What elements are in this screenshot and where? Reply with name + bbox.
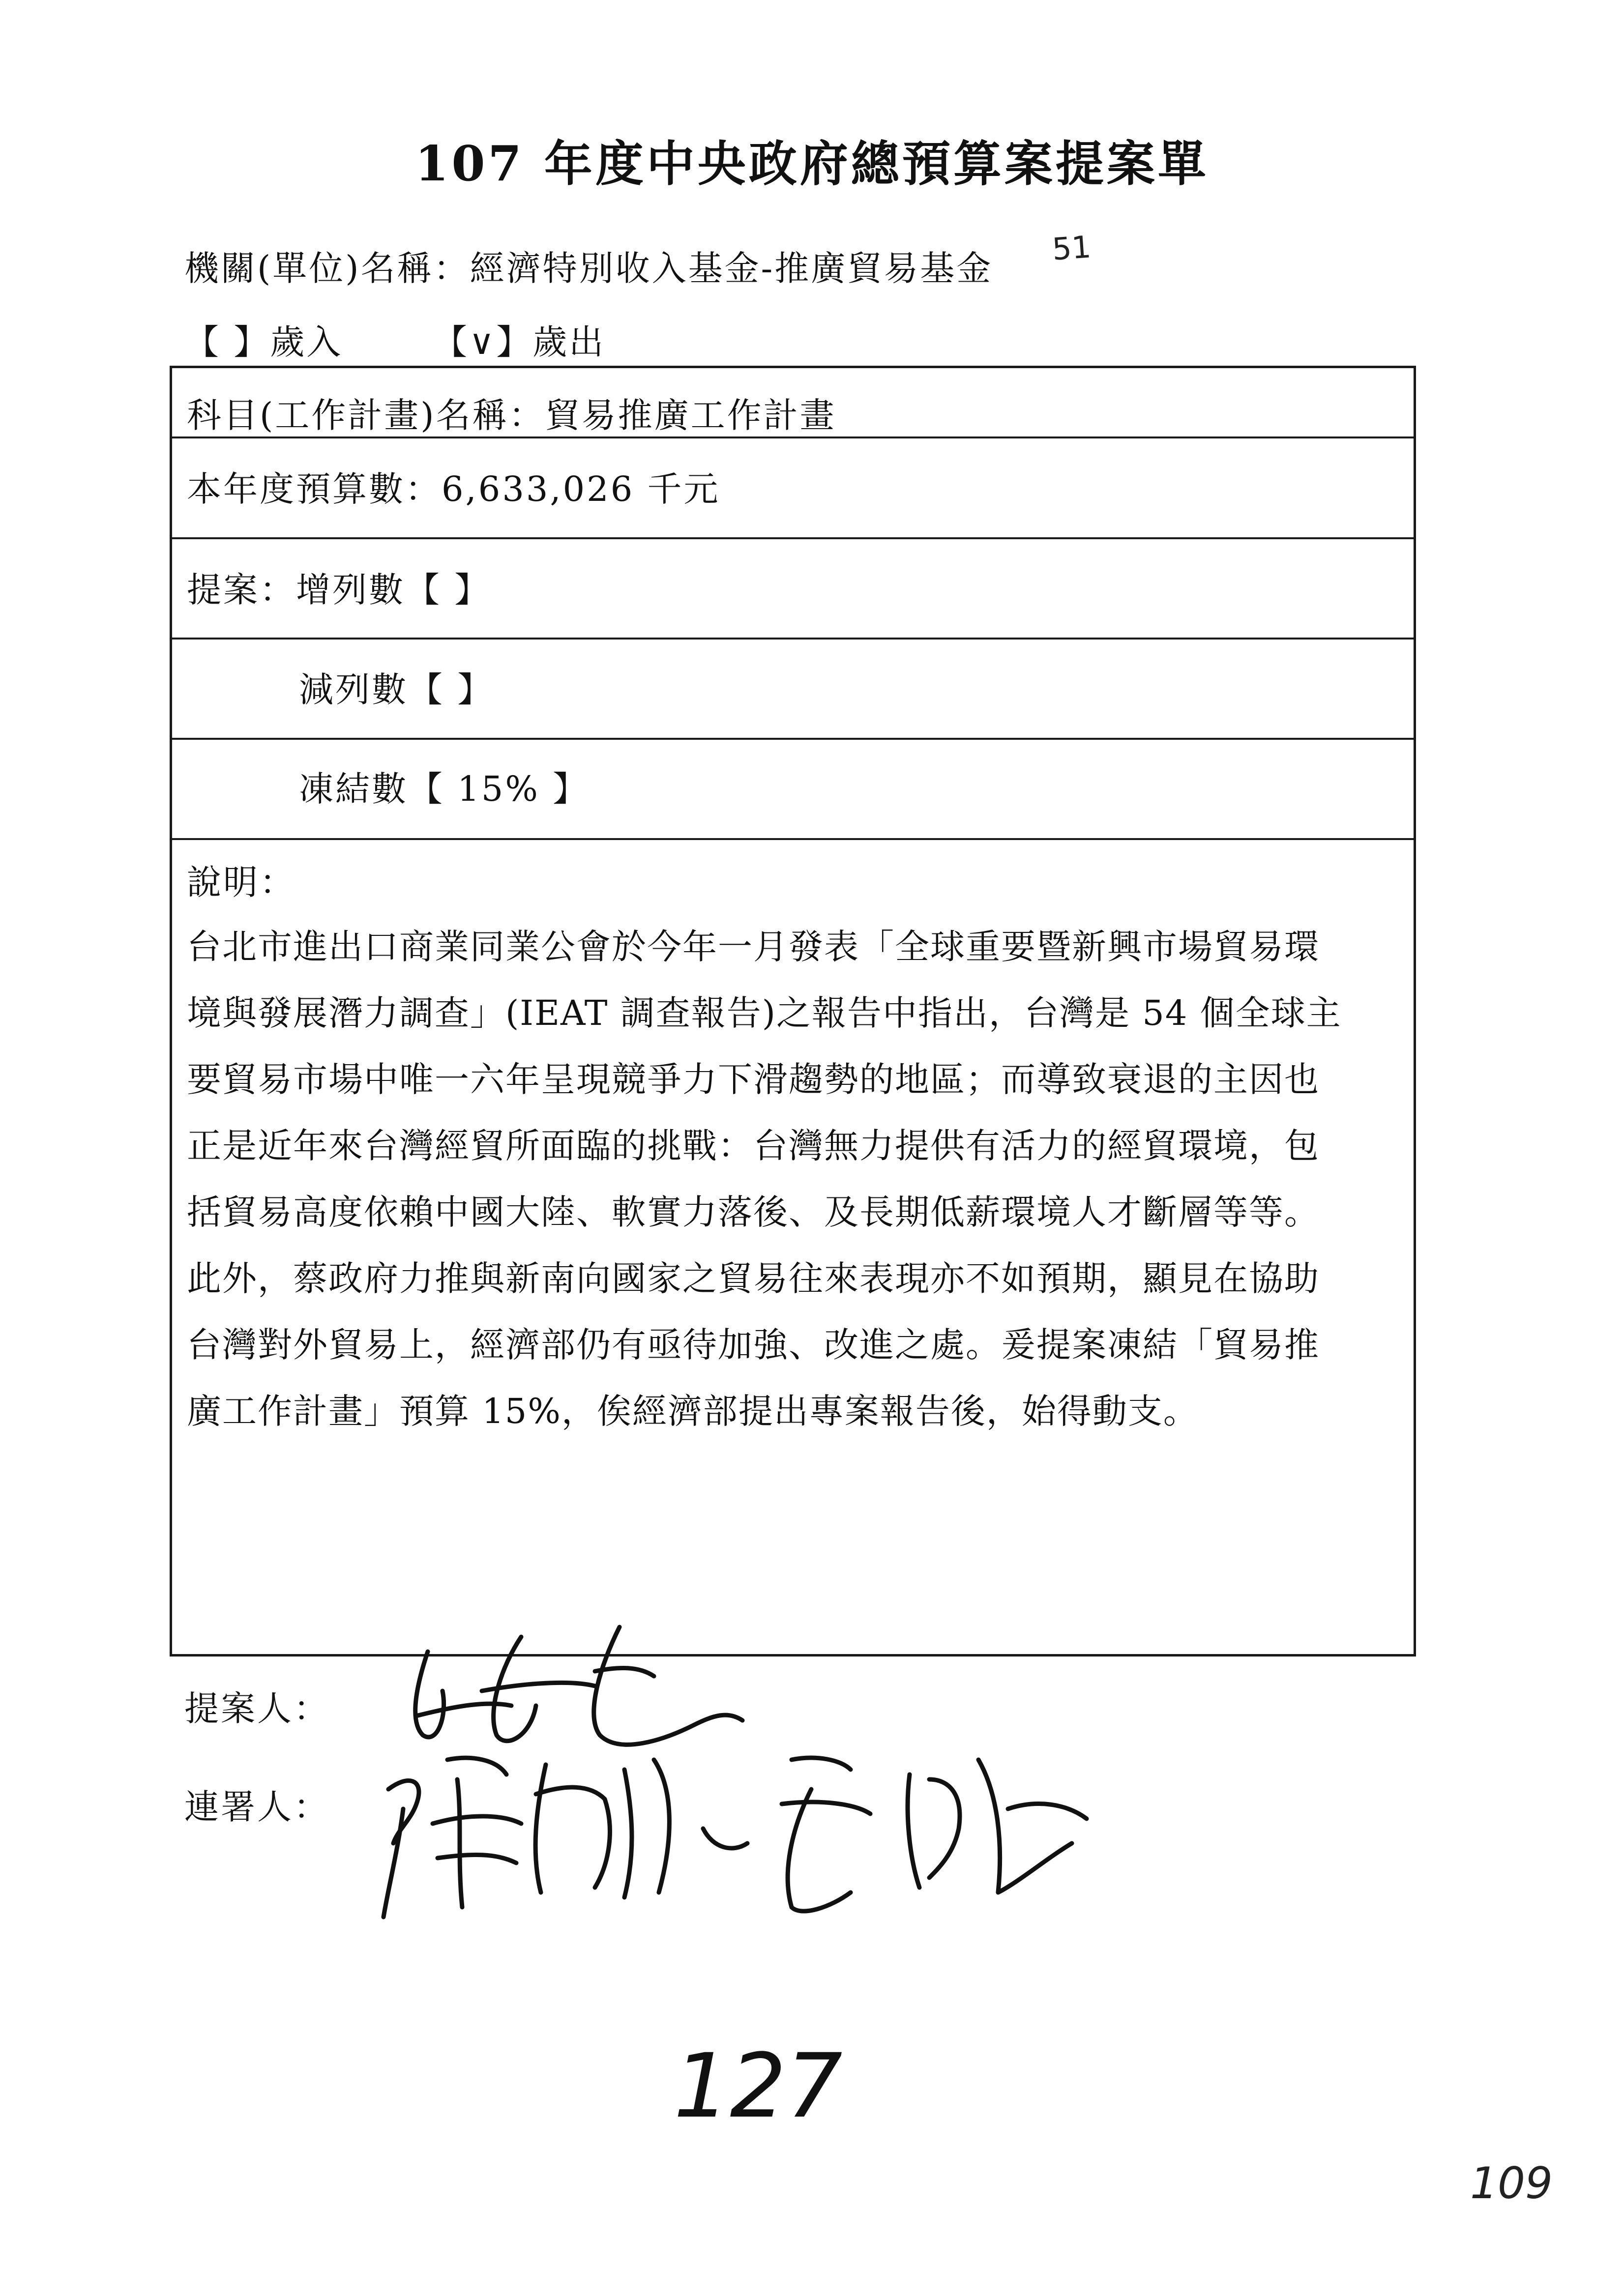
row-divider	[172, 738, 1414, 740]
row-divider	[172, 838, 1414, 840]
proposer-label: 提案人：	[184, 1688, 330, 1729]
budget-field: 本年度預算數：6,633,026 千元	[187, 469, 720, 509]
row-divider	[172, 537, 1414, 539]
increase-field: 提案：增列數【 】	[187, 570, 491, 610]
freeze-field: 凍結數【 15% 】	[299, 769, 590, 809]
decrease-field: 減列數【 】	[299, 669, 494, 710]
explanation-text: 台北市進出口商業同業公會於今年一月發表「全球重要暨新興市場貿易環 境與發展潛力調查」(IEAT 調查報告)之報告中指出，台灣是 54 個全球主 要貿易市場中唯一六年呈現競爭力下滑趨勢的地區；而導致衰退的主因也 正是近年來台灣經貿所面臨的挑戰：台灣無力提供有活力的經貿環境，包 括貿易高度依賴中國大陸、軟實力落後、及長期低薪環境人才斷層等等。 此外，蔡政府力推與新南向國家之貿易往來表現亦不如預期，顯見在協助 台灣對外貿易上，經濟部仍有亟待加強、改進之處。爰提案凍結「貿易推 廣工作計畫」預算 15%，俟經濟部提出專案報告後，始得動支。	[187, 927, 1342, 1431]
agency-name: 機關(單位)名稱：經濟特別收入基金-推廣貿易基金	[184, 248, 993, 289]
explanation-label: 說明：	[187, 862, 296, 902]
subject-field: 科目(工作計畫)名稱：貿易推廣工作計畫	[187, 395, 836, 436]
expenditure-checkbox: 【∨】歲出	[433, 322, 606, 362]
cosigner-label: 連署人：	[184, 1787, 330, 1827]
corner-page-number: 109	[1470, 2158, 1553, 2209]
page-number: 127	[674, 2035, 843, 2138]
page-title: 107 年度中央政府總預算案提案單	[415, 136, 1209, 192]
revenue-checkbox: 【 】歲入	[184, 322, 343, 362]
cosigner-signature	[359, 1730, 1121, 1929]
proposal-form-table	[170, 366, 1416, 1657]
agency-handwritten-note: 51	[1051, 229, 1093, 267]
cosigner-signature-drawing	[359, 1730, 1121, 1927]
row-divider	[172, 436, 1414, 438]
row-divider	[172, 638, 1414, 639]
